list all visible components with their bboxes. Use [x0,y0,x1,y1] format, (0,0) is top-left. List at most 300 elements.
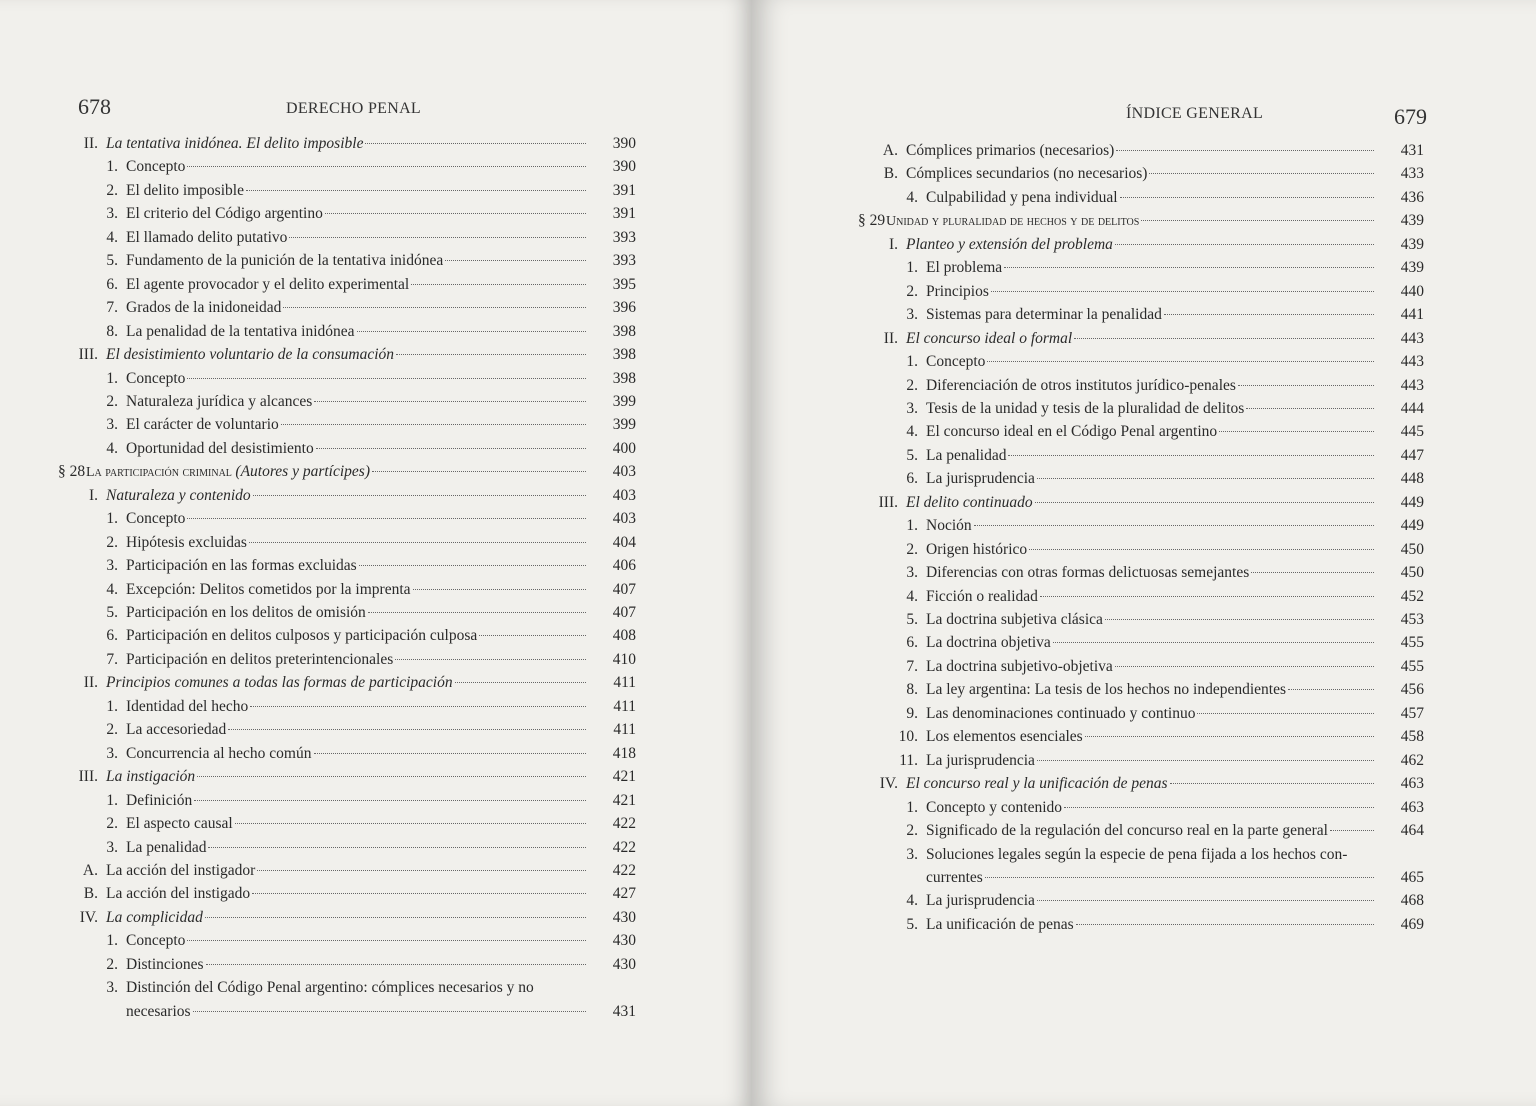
leader-dots [1053,642,1374,643]
entry-title-text: El llamado delito putativo [126,228,288,246]
entry-title [106,486,251,506]
entry-marker: 8. [906,681,918,699]
entry-marker: 4. [106,228,118,246]
entry-title-text: Excepción: Delitos cometidos por la imprenta [126,580,411,598]
entry-page-number: 452 [1400,587,1424,605]
entry-page-number: 444 [1400,399,1424,417]
toc-entry [58,580,636,600]
entry-title [926,399,1244,419]
toc-entry [58,673,636,693]
entry-title-text: Cómplices primarios (necesarios) [906,142,1115,159]
toc-entry [858,704,1424,724]
entry-title [126,931,185,951]
toc-entry [58,838,636,858]
entry-page-number: 465 [1400,868,1424,886]
entry-page-number: 391 [612,205,636,223]
entry-title-text: Concepto [926,353,986,371]
toc-entry [58,533,636,553]
entry-marker: III. [78,346,98,364]
entry-title-text: La participación criminal [86,465,232,481]
leader-dots [1037,900,1374,901]
entry-title [126,603,366,623]
entry-page-number: 447 [1400,446,1424,464]
leader-dots [257,870,586,871]
entry-title [126,275,409,295]
entry-marker: II. [83,674,98,692]
toc-entry [858,610,1424,630]
entry-title-text: Tesis de la unidad y tesis de la pluralidad de delitos [926,399,1245,417]
entry-marker: IV. [79,908,98,926]
toc-entry [58,439,636,459]
leader-dots [1008,455,1374,456]
toc-entry [58,603,636,623]
entry-marker: 1. [106,158,118,176]
leader-dots [987,361,1374,362]
leader-dots [991,291,1374,292]
entry-page-number: 455 [1400,634,1424,652]
entry-marker: A. [882,142,898,159]
leader-dots [1085,736,1374,737]
entry-marker: 2. [106,815,118,833]
leader-dots [1076,924,1374,925]
entry-title-text: Unidad y pluralidad de hechos y de delitos [886,214,1140,230]
entry-page-number: 408 [612,627,636,645]
toc-entry [58,275,636,295]
toc-entry [58,462,636,482]
entry-title [126,650,393,670]
entry-title [926,305,1162,325]
entry-title [926,727,1083,747]
entry-page-number: 443 [1400,329,1424,347]
entry-page-number: 398 [612,369,636,387]
toc-entry [58,1002,636,1022]
entry-title-text: El concurso ideal o formal [906,329,1073,347]
entry-page-number: 449 [1400,517,1424,535]
entry-title-text: Participación en las formas excluidas [126,557,357,575]
entry-title [126,744,312,764]
entry-title [126,533,247,553]
entry-title-text: Naturaleza y contenido [106,486,251,504]
entry-title-text: La doctrina subjetivo-objetiva [926,657,1113,675]
entry-title-text: Ficción o realidad [926,587,1038,605]
entry-marker: 4. [906,892,918,910]
entry-page-number: 398 [612,322,636,340]
toc-entry [858,493,1424,513]
entry-page-number: 411 [613,697,636,715]
entry-marker: 1. [106,791,118,809]
toc-entry [858,141,1424,161]
entry-page-number: 463 [1400,775,1424,793]
toc-entry [858,305,1424,325]
entry-marker: 2. [106,181,118,199]
entry-title-text: Principios comunes a todas las formas de participación [106,674,453,692]
entry-title-text: El concurso ideal en el Código Penal argentino [926,423,1218,441]
entry-title-text: Participación en delitos preterintencionales [126,650,394,668]
entry-marker: 1. [906,353,918,371]
toc-entry [58,509,636,529]
leader-dots [1037,478,1374,479]
toc-entry [58,298,636,318]
entry-title-text: La acción del instigado [106,885,251,903]
entry-title [926,680,1286,700]
toc-entry [858,235,1424,255]
entry-title [926,587,1038,607]
entry-title-text: El desistimiento voluntario de la consumación [106,346,395,364]
toc-entry [58,767,636,787]
leader-dots [479,635,586,636]
entry-title [106,673,453,693]
entry-title-text: El delito continuado [906,493,1033,511]
entry-marker: 6. [106,627,118,645]
entry-title [106,767,195,787]
entry-marker: 2. [106,392,118,410]
leader-dots [1170,783,1374,784]
entry-title [106,134,363,154]
entry-title-text: Diferenciación de otros institutos jurídico-penales [926,376,1236,394]
entry-marker: 1. [906,259,918,277]
entry-page-number: 430 [612,908,636,926]
entry-title-text: La penalidad [126,838,207,856]
entry-title [106,861,255,881]
toc-entry [58,791,636,811]
entry-page-number: 411 [613,674,636,692]
entry-marker: 4. [906,587,918,605]
entry-title-text: Concepto [126,158,186,176]
entry-marker: B. [83,885,98,903]
toc-entry [858,540,1424,560]
entry-title [126,181,244,201]
toc-entry [858,798,1424,818]
leader-dots [974,525,1374,526]
entry-page-number: 399 [612,416,636,434]
toc-entry [858,188,1424,208]
entry-marker: 2. [106,721,118,739]
page-number: 679 [1394,104,1427,129]
leader-dots [395,659,586,660]
leader-dots [1074,338,1374,339]
entry-marker: 7. [106,299,118,317]
entry-page-number: 407 [612,604,636,621]
entry-title-text: currentes [926,868,983,886]
entry-page-number: 468 [1400,892,1424,910]
leader-dots [1164,314,1374,315]
entry-title-text: Significado de la regulación del concurso real en la parte general [926,822,1328,840]
leader-dots [197,776,586,777]
entry-page-number: 403 [612,463,636,481]
leader-dots [235,823,586,824]
left-page [0,0,752,1106]
entry-page-number: 450 [1400,564,1424,582]
entry-title-text: Concurrencia al hecho común [126,744,312,762]
leader-dots [246,190,586,191]
toc-entry [58,486,636,506]
entry-marker: 1. [906,517,918,535]
entry-title [126,1002,191,1022]
entry-title-text: Oportunidad del desistimiento [126,439,314,457]
entry-marker: 7. [106,650,118,668]
toc-entry [858,376,1424,396]
entry-marker: 9. [906,704,918,722]
entry-title-text: Identidad del hecho [126,697,249,715]
entry-page-number: 399 [612,392,636,410]
entry-marker: B. [883,165,898,183]
entry-title [926,516,972,536]
entry-title-text: La unificación de penas [926,915,1074,933]
entry-page-number: 400 [612,439,636,457]
entry-title-text: La jurisprudencia [926,892,1035,910]
leader-dots [281,424,586,425]
leader-dots [372,471,586,472]
leader-dots [314,401,586,402]
entry-marker: § 29 [858,212,886,230]
entry-title-text: El concurso real y la unificación de penas [906,775,1168,793]
entry-marker: 3. [106,979,118,997]
entry-page-number: 390 [612,158,636,176]
toc-entry [858,211,1424,231]
leader-dots [187,518,586,519]
entry-title-text: El aspecto causal [126,815,233,833]
entry-title-text: Los elementos esenciales [926,728,1083,746]
entry-title-text: La doctrina objetiva [926,634,1051,652]
entry-marker: 3. [906,399,918,417]
entry-marker: 1. [106,369,118,387]
entry-title-text: La doctrina subjetiva clásica [926,611,1103,628]
entry-marker: 10. [898,728,918,746]
entry-title-text: Participación en los delitos de omisión [126,604,366,621]
entry-title [126,204,323,224]
entry-marker: 4. [106,580,118,598]
leader-dots [1197,713,1374,714]
toc-entry [58,134,636,154]
entry-page-number: 403 [612,510,636,528]
entry-title [126,955,204,975]
entry-title-text: Las denominaciones continuado y continuo [926,704,1196,722]
entry-title [906,141,1114,161]
leader-dots [194,800,586,801]
entry-marker: 1. [906,798,918,816]
leader-dots [1105,619,1374,620]
toc-entry [58,157,636,177]
leader-dots [1330,830,1374,831]
entry-page-number: 457 [1400,704,1424,722]
toc-entry [858,727,1424,747]
leader-dots [314,753,587,754]
entry-marker: 1. [106,510,118,528]
entry-title [926,845,1347,865]
entry-title [926,915,1074,935]
entry-title-text: Cómplices secundarios (no necesarios) [906,165,1148,183]
toc-entry [858,915,1424,935]
toc-entry [58,181,636,201]
entry-title [86,462,370,483]
entry-page-number: 448 [1400,470,1424,488]
entry-page-number: 453 [1400,611,1424,628]
entry-page-number: 390 [612,135,636,152]
entry-title-text: El problema [926,259,1003,277]
entry-title [926,352,985,372]
entry-title [126,509,185,529]
toc-entry [58,908,636,928]
entry-title [126,251,443,271]
entry-page-number: 395 [612,275,636,293]
leader-dots [357,331,586,332]
entry-marker: 5. [906,611,918,628]
entry-page-number: 443 [1400,353,1424,371]
leader-dots [187,940,586,941]
entry-page-number: 393 [612,252,636,270]
leader-dots [985,877,1374,878]
leader-dots [365,143,586,144]
entry-title [926,891,1035,911]
leader-dots [1288,689,1374,690]
entry-page-number: 410 [612,650,636,668]
leader-dots [396,354,586,355]
entry-marker: II. [83,135,98,152]
entry-title-text: La complicidad [106,908,203,926]
leader-dots [325,213,586,214]
entry-title-text: La ley argentina: La tesis de los hechos no independientes [926,681,1286,699]
entry-page-number: 445 [1400,423,1424,441]
leader-dots [359,565,586,566]
entry-marker: 3. [106,838,118,856]
entry-page-number: 449 [1400,493,1424,511]
entry-title-text: Sistemas para determinar la penalidad [926,306,1162,324]
leader-dots [413,589,586,590]
entry-marker: 5. [106,252,118,270]
entry-page-number: 427 [612,885,636,903]
leader-dots [455,682,586,683]
entry-page-number: 422 [612,838,636,856]
entry-title [886,212,1139,232]
entry-title [106,884,250,904]
entry-marker: 6. [106,275,118,293]
toc-entry [58,369,636,389]
toc-entry [58,720,636,740]
entry-marker: 6. [906,634,918,652]
toc-entry [58,556,636,576]
entry-marker: II. [883,329,898,347]
toc-entry [858,845,1424,865]
entry-title [106,908,203,928]
toc-entry [858,891,1424,911]
entry-marker: 4. [906,423,918,441]
toc-entry [858,563,1424,583]
entry-title [906,774,1168,794]
toc-entry [858,164,1424,184]
entry-title [926,751,1035,771]
entry-title [126,580,411,600]
entry-page-number: 455 [1400,657,1424,675]
toc-entry [858,680,1424,700]
entry-title [926,610,1103,630]
toc-entry [58,978,636,998]
right-page [752,0,1536,1106]
toc-entry [58,814,636,834]
entry-title-text: Culpabilidad y pena individual [926,188,1118,206]
toc-entry [858,282,1424,302]
toc-entry [58,228,636,248]
entry-title [126,838,206,858]
toc-entry [58,322,636,342]
entry-page-number: 439 [1400,235,1424,253]
toc-entry [858,516,1424,536]
entry-page-number: 456 [1400,681,1424,699]
leader-dots [411,284,586,285]
leader-dots [1246,408,1374,409]
entry-title [126,556,357,576]
leader-dots [1116,150,1374,151]
entry-title [106,345,394,365]
entry-marker: 8. [106,322,118,340]
entry-title-text: Soluciones legales según la especie de pena fijada a los hechos con- [926,845,1348,863]
entry-page-number: 396 [612,299,636,317]
entry-title-text: El criterio del Código argentino [126,205,323,223]
entry-title [926,821,1328,841]
toc-entry [858,422,1424,442]
entry-title-text: Diferencias con otras formas delictuosas semejantes [926,564,1250,582]
entry-page-number: 439 [1400,212,1424,230]
leader-dots [1115,666,1374,667]
entry-page-number: 404 [612,533,636,551]
entry-title-text: Planteo y extensión del problema [906,235,1113,253]
entry-title-text: Origen histórico [926,540,1028,558]
running-head: ÍNDICE GENERAL [1126,105,1264,122]
leader-dots [1004,267,1374,268]
entry-page-number: 422 [612,815,636,833]
entry-title [906,329,1072,349]
entry-title [926,868,983,888]
toc-entry [858,258,1424,278]
entry-marker: 6. [906,470,918,488]
entry-title [126,298,281,318]
entry-title-text: La jurisprudencia [926,751,1035,769]
entry-title [126,369,185,389]
entry-title [126,791,192,811]
entry-marker: 3. [106,744,118,762]
entry-marker: IV. [879,775,898,793]
entry-title [126,814,233,834]
entry-title [126,157,185,177]
toc-entry [858,469,1424,489]
leader-dots [1149,173,1374,174]
leader-dots [228,729,586,730]
leader-dots [289,237,586,238]
leader-dots [1064,807,1374,808]
toc-entry [58,204,636,224]
entry-page-number: 469 [1400,915,1424,933]
leader-dots [1037,760,1374,761]
entry-subtitle: (Autores y partícipes) [235,463,370,481]
entry-page-number: 407 [612,580,636,598]
entry-marker: 2. [906,282,918,300]
toc-entry [58,931,636,951]
entry-title-text: Concepto y contenido [926,798,1063,816]
entry-title-text: Distinción del Código Penal argentino: cómplices necesarios y no [126,979,534,997]
entry-title-text: El agente provocador y el delito experimental [126,275,410,293]
leader-dots [1141,220,1374,221]
leader-dots [252,893,586,894]
entry-title-text: La acción del instigador [106,861,256,879]
leader-dots [368,612,586,613]
entry-marker: 3. [106,557,118,575]
entry-title-text: Distinciones [126,955,204,973]
entry-title-text: Concepto [126,369,186,387]
entry-page-number: 431 [1400,142,1424,159]
entry-page-number: 462 [1400,751,1424,769]
entry-title [926,258,1002,278]
entry-title [926,376,1236,396]
entry-marker: § 28 [58,463,86,481]
